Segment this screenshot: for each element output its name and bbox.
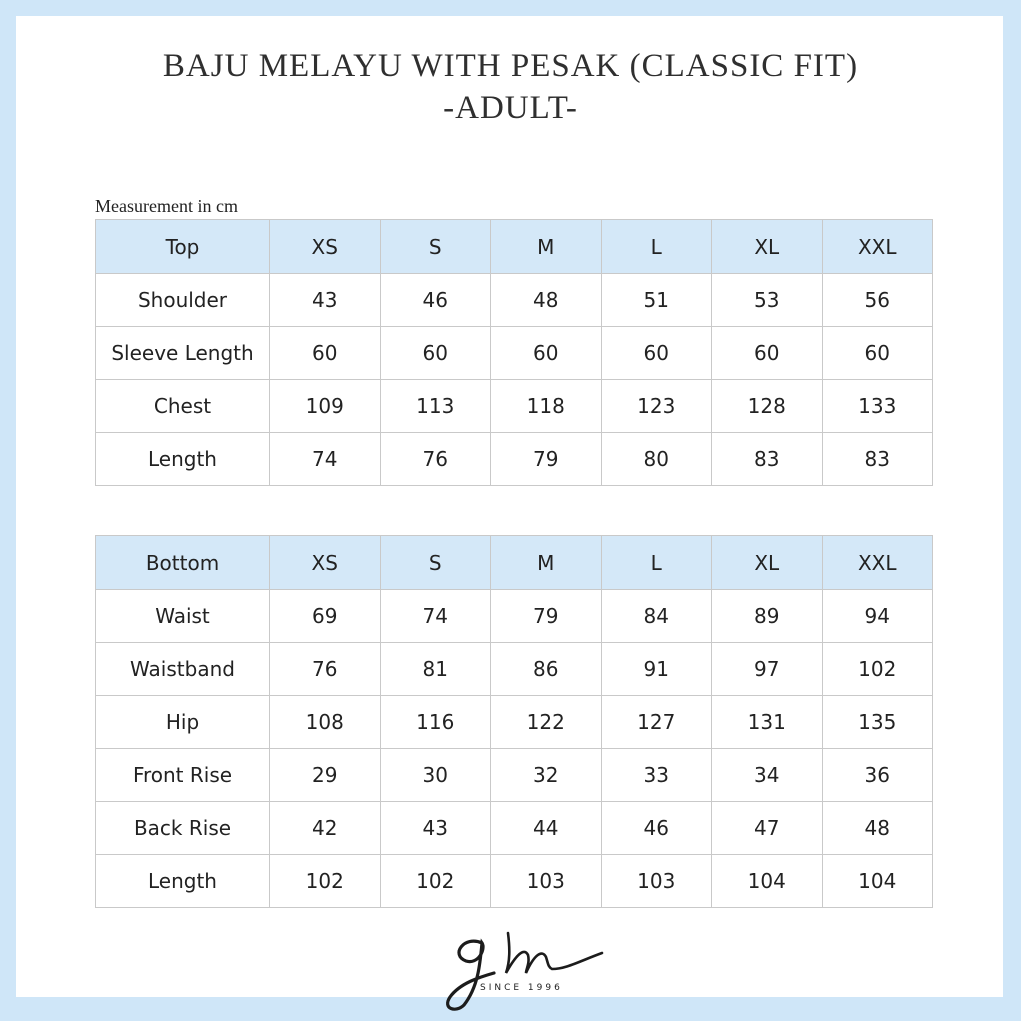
- measurement-value: 43: [380, 802, 491, 855]
- measurement-value: 113: [380, 380, 491, 433]
- measurement-value: 109: [270, 380, 381, 433]
- measurement-value: 79: [491, 433, 602, 486]
- measurement-value: 44: [491, 802, 602, 855]
- measurement-value: 133: [822, 380, 933, 433]
- table-section-header: Top: [96, 220, 270, 274]
- size-column-header: XS: [270, 220, 381, 274]
- size-column-header: XL: [712, 220, 823, 274]
- page-title: BAJU MELAYU WITH PESAK (CLASSIC FIT): [162, 48, 859, 84]
- measurement-label: Chest: [96, 380, 270, 433]
- measurement-value: 60: [491, 327, 602, 380]
- size-column-header: L: [601, 536, 712, 590]
- measurement-value: 30: [380, 749, 491, 802]
- table-row: [96, 855, 933, 908]
- measurement-value: 60: [712, 327, 823, 380]
- measurement-value: 102: [270, 855, 381, 908]
- measurement-value: 42: [270, 802, 381, 855]
- bottom-size-table: [95, 535, 933, 908]
- measurement-label: Front Rise: [96, 749, 270, 802]
- measurement-value: 94: [822, 590, 933, 643]
- size-column-header: XL: [712, 536, 823, 590]
- measurement-value: 91: [601, 643, 712, 696]
- measurement-value: 60: [380, 327, 491, 380]
- measurement-value: 103: [491, 855, 602, 908]
- page-subtitle: -ADULT-: [443, 90, 578, 126]
- table-row: [96, 696, 933, 749]
- table-row: [96, 433, 933, 486]
- measurement-value: 48: [822, 802, 933, 855]
- measurement-value: 97: [712, 643, 823, 696]
- measurement-note: Measurement in cm: [95, 196, 238, 216]
- measurement-value: 32: [491, 749, 602, 802]
- table-row: [96, 802, 933, 855]
- measurement-value: 83: [712, 433, 823, 486]
- measurement-label: Back Rise: [96, 802, 270, 855]
- measurement-value: 74: [270, 433, 381, 486]
- measurement-label: Shoulder: [96, 274, 270, 327]
- measurement-value: 104: [822, 855, 933, 908]
- measurement-value: 43: [270, 274, 381, 327]
- measurement-value: 135: [822, 696, 933, 749]
- measurement-value: 46: [601, 802, 712, 855]
- gm-logo: [420, 925, 620, 1015]
- size-column-header: XXL: [822, 536, 933, 590]
- measurement-value: 33: [601, 749, 712, 802]
- measurement-value: 36: [822, 749, 933, 802]
- table-header-row: [96, 220, 933, 274]
- measurement-value: 47: [712, 802, 823, 855]
- measurement-value: 122: [491, 696, 602, 749]
- measurement-value: 53: [712, 274, 823, 327]
- measurement-value: 86: [491, 643, 602, 696]
- measurement-label: Waist: [96, 590, 270, 643]
- measurement-label: Sleeve Length: [96, 327, 270, 380]
- table-row: [96, 274, 933, 327]
- table-row: [96, 590, 933, 643]
- measurement-value: 81: [380, 643, 491, 696]
- measurement-value: 84: [601, 590, 712, 643]
- measurement-value: 108: [270, 696, 381, 749]
- measurement-value: 118: [491, 380, 602, 433]
- measurement-value: 83: [822, 433, 933, 486]
- measurement-value: 74: [380, 590, 491, 643]
- table-header-row: [96, 536, 933, 590]
- size-column-header: M: [491, 220, 602, 274]
- measurement-value: 127: [601, 696, 712, 749]
- measurement-label: Length: [96, 433, 270, 486]
- measurement-value: 76: [380, 433, 491, 486]
- measurement-value: 76: [270, 643, 381, 696]
- table-row: [96, 643, 933, 696]
- measurement-value: 123: [601, 380, 712, 433]
- size-column-header: M: [491, 536, 602, 590]
- measurement-value: 48: [491, 274, 602, 327]
- measurement-value: 60: [601, 327, 712, 380]
- measurement-value: 80: [601, 433, 712, 486]
- size-column-header: L: [601, 220, 712, 274]
- measurement-value: 56: [822, 274, 933, 327]
- measurement-value: 29: [270, 749, 381, 802]
- measurement-label: Waistband: [96, 643, 270, 696]
- top-size-table: [95, 219, 933, 486]
- measurement-value: 131: [712, 696, 823, 749]
- measurement-value: 51: [601, 274, 712, 327]
- table-row: [96, 327, 933, 380]
- size-column-header: S: [380, 220, 491, 274]
- measurement-label: Hip: [96, 696, 270, 749]
- measurement-value: 89: [712, 590, 823, 643]
- measurement-value: 60: [822, 327, 933, 380]
- size-column-header: S: [380, 536, 491, 590]
- measurement-value: 128: [712, 380, 823, 433]
- logo-tagline: SINCE 1996: [480, 983, 563, 993]
- measurement-label: Length: [96, 855, 270, 908]
- measurement-value: 69: [270, 590, 381, 643]
- measurement-value: 116: [380, 696, 491, 749]
- measurement-value: 102: [822, 643, 933, 696]
- size-column-header: XXL: [822, 220, 933, 274]
- measurement-value: 34: [712, 749, 823, 802]
- table-row: [96, 749, 933, 802]
- table-section-header: Bottom: [96, 536, 270, 590]
- table-row: [96, 380, 933, 433]
- measurement-value: 103: [601, 855, 712, 908]
- measurement-value: 102: [380, 855, 491, 908]
- size-column-header: XS: [270, 536, 381, 590]
- measurement-value: 46: [380, 274, 491, 327]
- measurement-value: 104: [712, 855, 823, 908]
- measurement-value: 60: [270, 327, 381, 380]
- measurement-value: 79: [491, 590, 602, 643]
